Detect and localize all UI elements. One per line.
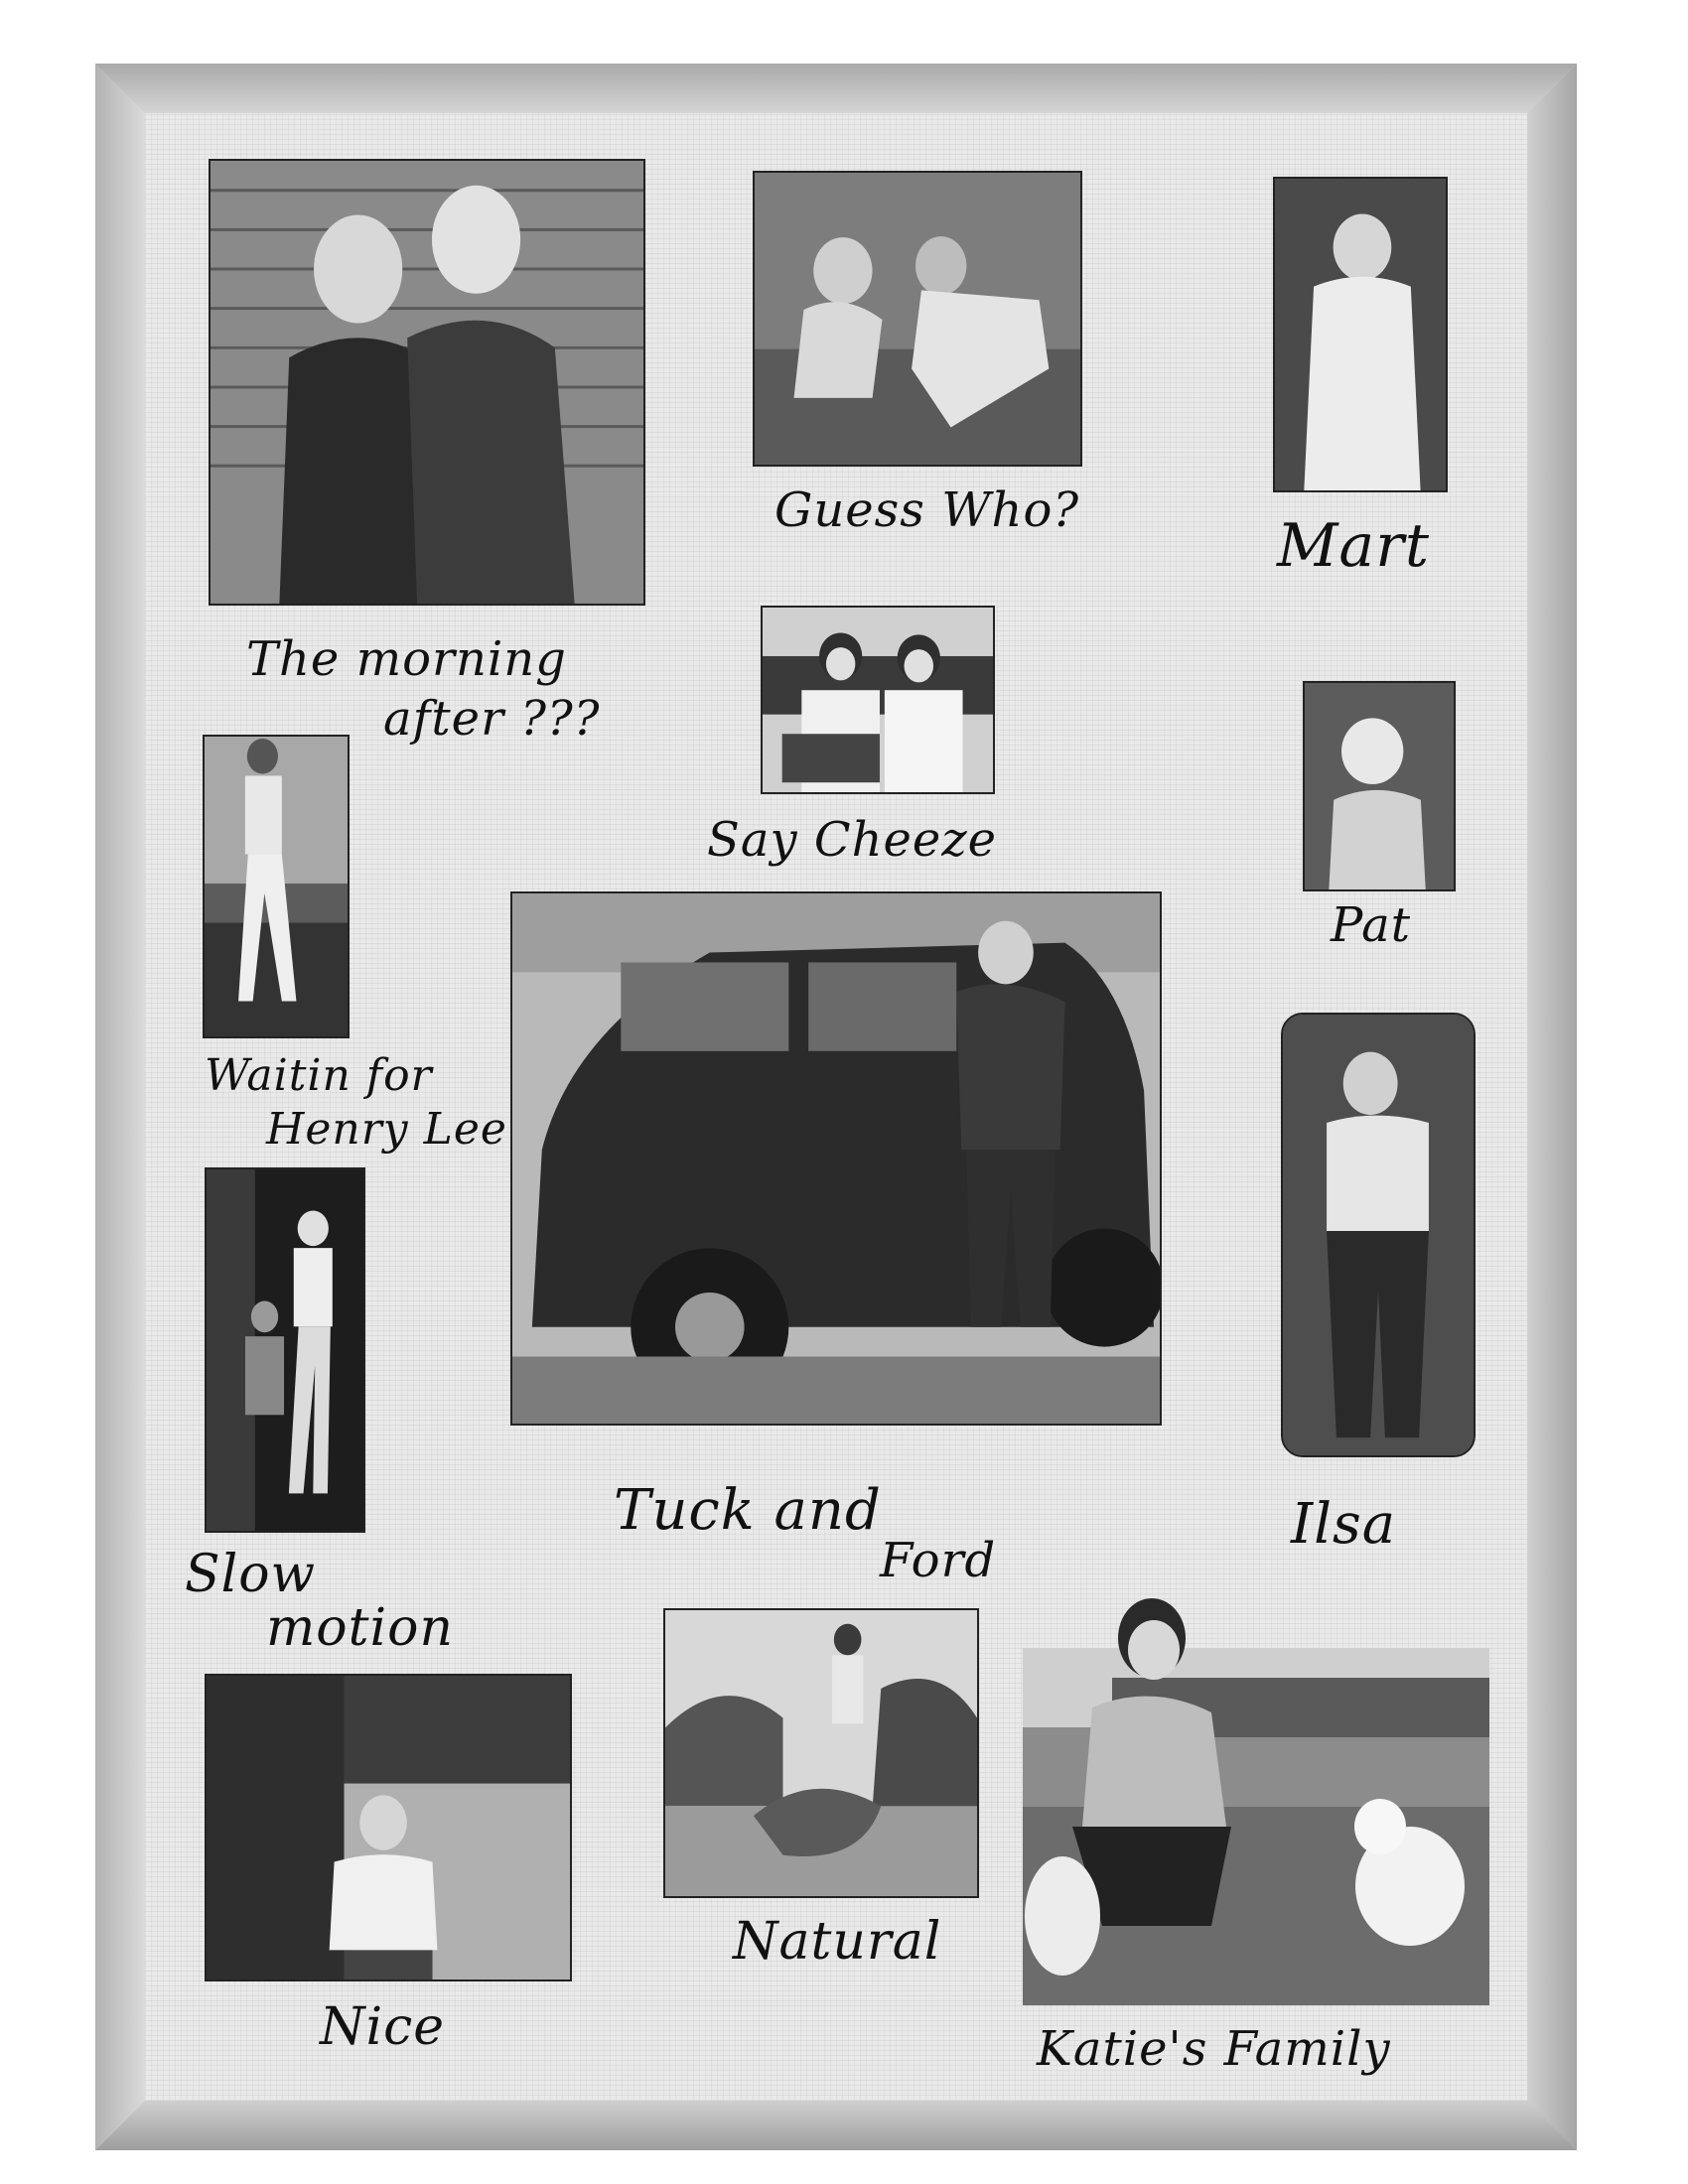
photo-pat [1303, 681, 1456, 891]
frame-bevel-bottom [95, 2101, 1577, 2150]
caption-morning-line1: The morning [246, 631, 567, 687]
caption-natural: Natural [733, 1912, 942, 1972]
caption-mart: Mart [1277, 511, 1430, 581]
caption-say-cheeze: Say Cheeze [707, 812, 998, 868]
caption-morning-line2: after ??? [383, 691, 601, 747]
caption-ilsa: Ilsa [1291, 1492, 1397, 1557]
photo-guess-who [753, 171, 1082, 467]
photo-two-women [209, 159, 645, 606]
photo-natural [663, 1608, 979, 1898]
caption-waitin-line1: Waitin for [205, 1050, 433, 1101]
caption-katies-family: Katie's Family [1037, 2021, 1391, 2077]
frame-bevel-top [95, 64, 1577, 113]
photo-say-cheeze [761, 606, 995, 794]
caption-tuck-line2: Ford [880, 1533, 997, 1588]
frame-bevel-left [95, 64, 145, 2150]
photo-slow-motion [205, 1167, 365, 1533]
caption-tuck-line1: Tuck and [614, 1478, 882, 1543]
photo-katies-family [1013, 1588, 1489, 2005]
photo-ilsa [1281, 1013, 1476, 1457]
caption-pat: Pat [1331, 897, 1412, 953]
caption-slow-line1: Slow [185, 1545, 317, 1604]
frame-bevel-right [1527, 64, 1577, 2150]
photo-nice [205, 1674, 572, 1981]
caption-nice: Nice [320, 1997, 446, 2057]
photo-waitin [203, 735, 350, 1038]
caption-waitin-line2: Henry Lee [266, 1104, 507, 1155]
caption-slow-line2: motion [266, 1598, 454, 1658]
photo-tuck-and-ford [510, 891, 1162, 1426]
caption-guess-who: Guess Who? [774, 482, 1080, 538]
photo-mart [1273, 177, 1448, 492]
